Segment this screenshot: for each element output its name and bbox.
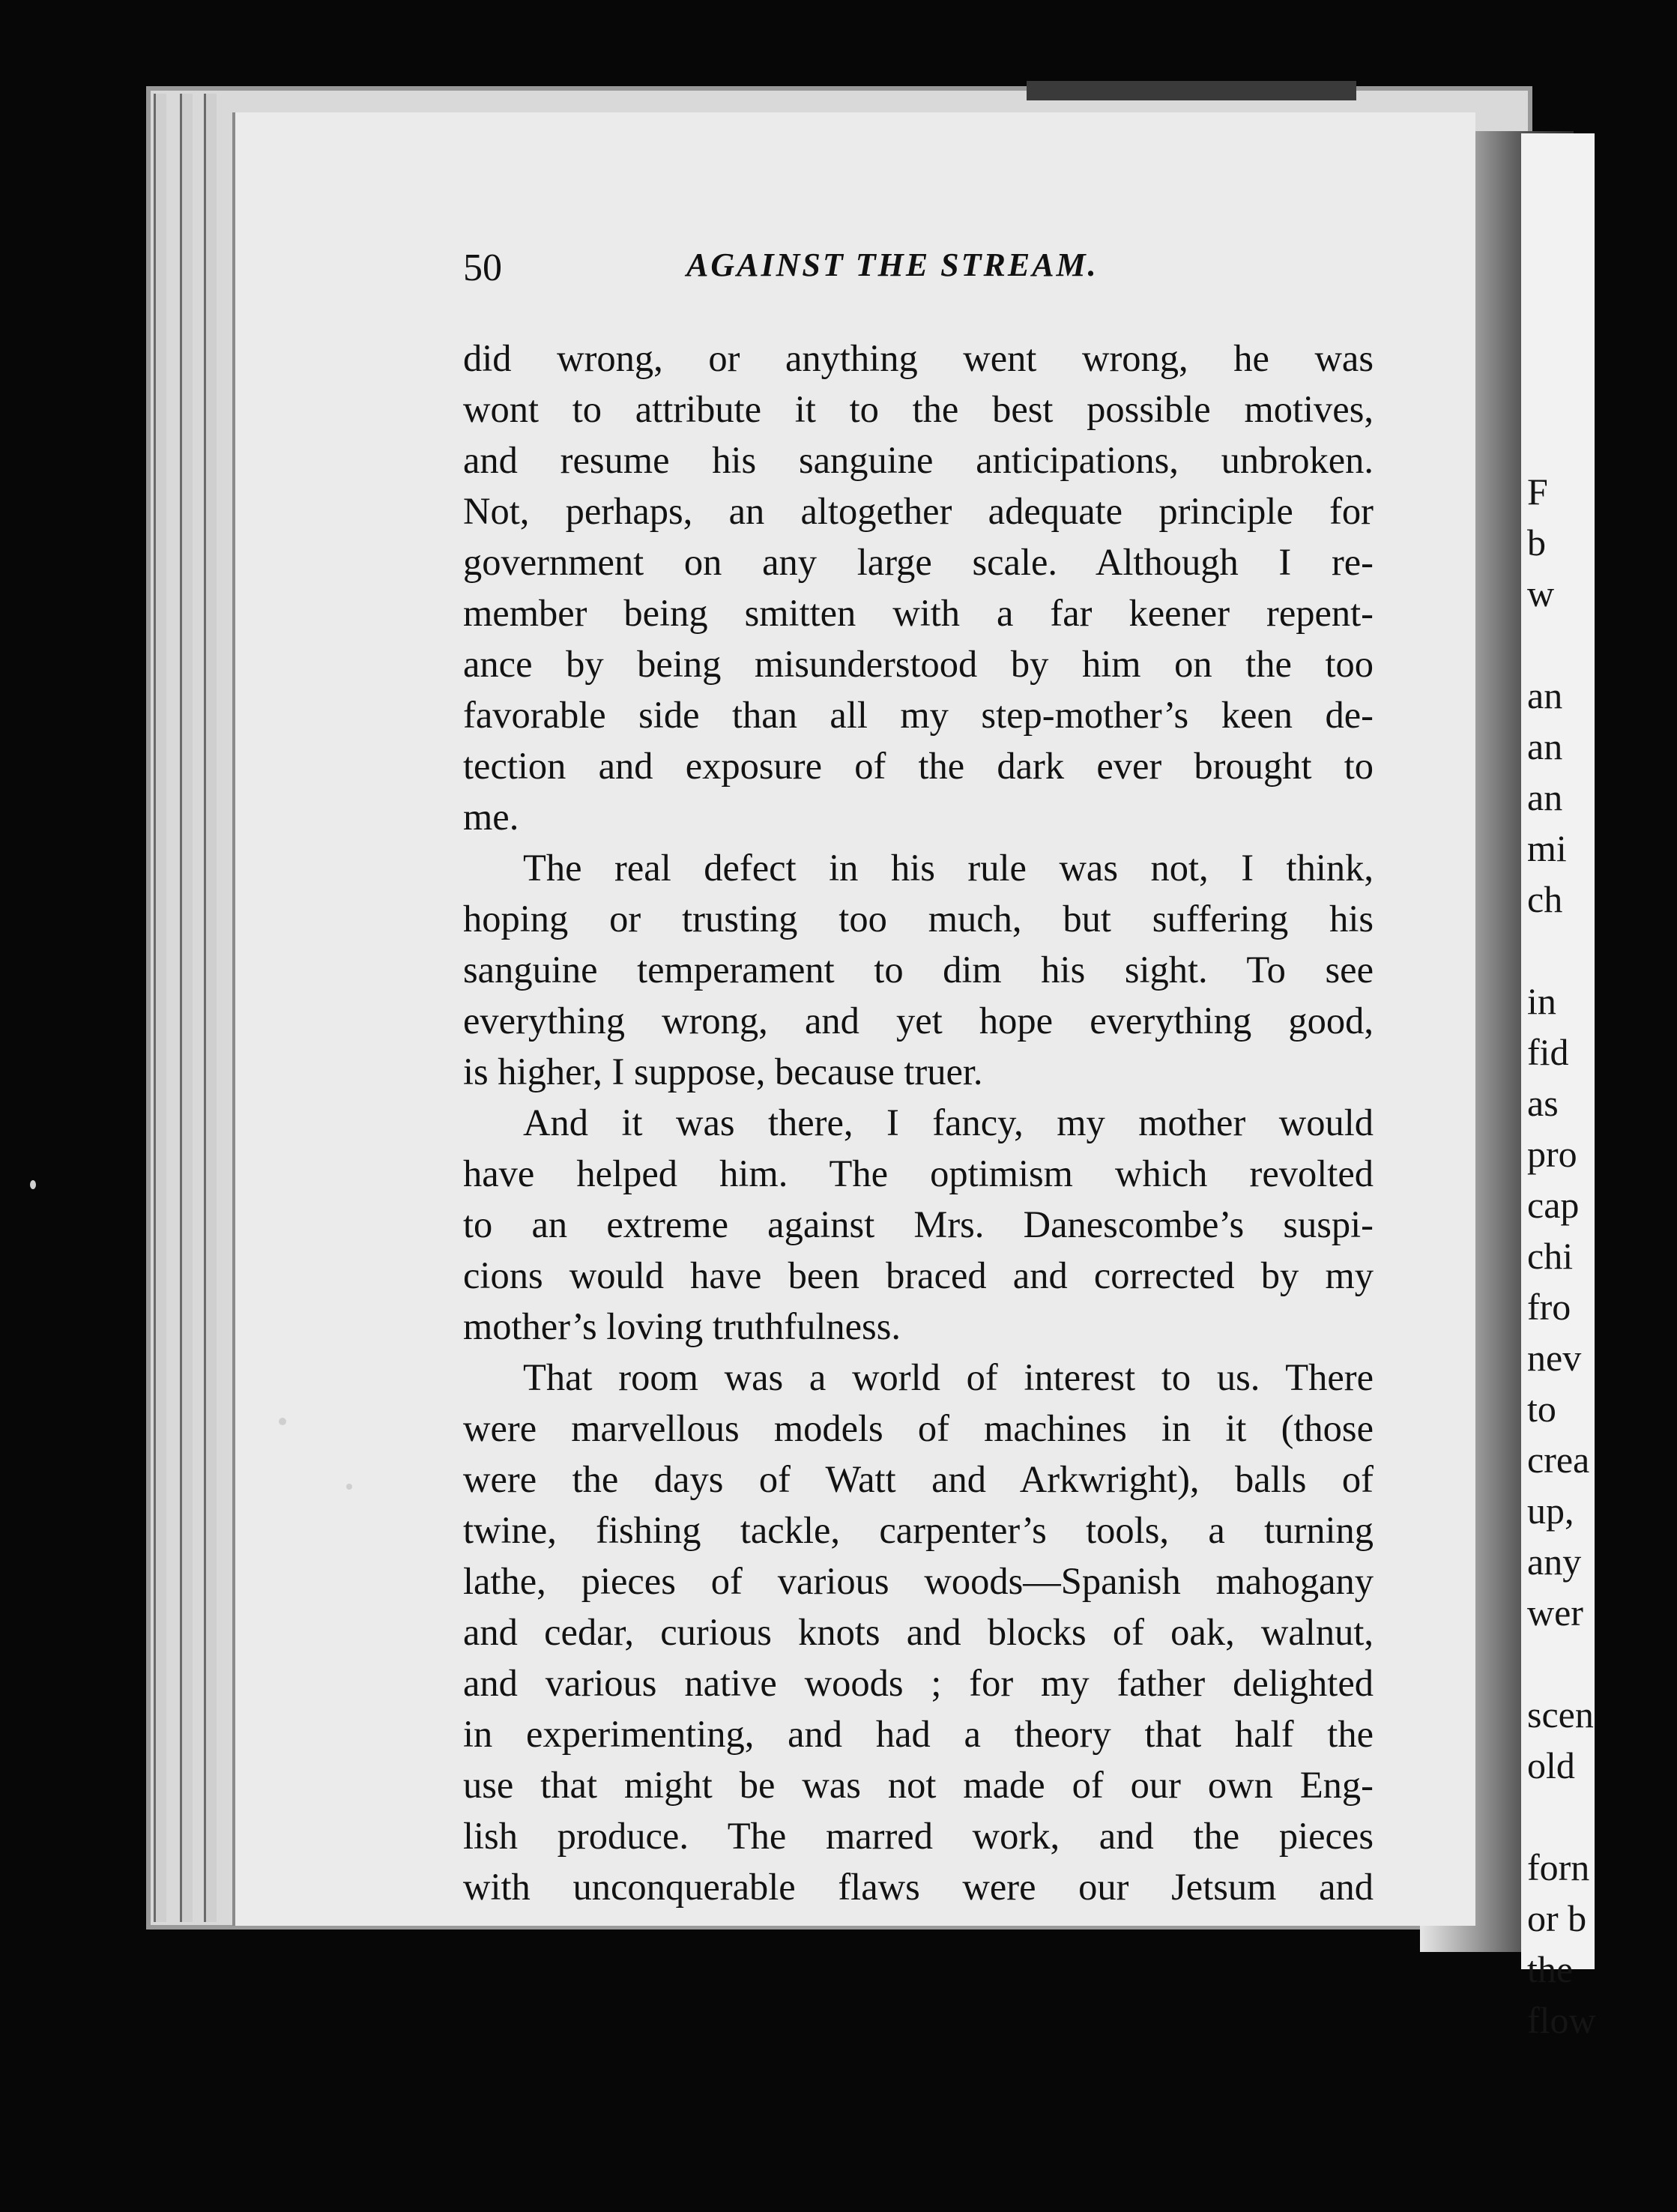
facing-page-fragment: pro (1527, 1133, 1577, 1175)
text-line: have helped him. The optimism which revolted (463, 1152, 1374, 1194)
page-number: 50 (463, 247, 502, 289)
text-line: twine, fishing tackle, carpenter’s tools, a turning (463, 1509, 1374, 1551)
facing-page (1521, 133, 1596, 2041)
text-line: and cedar, curious knots and blocks of oak, walnut, (463, 1611, 1374, 1653)
facing-page-fragment (1527, 619, 1677, 670)
text-line: with unconquerable flaws were our Jetsum and (463, 1866, 1374, 1908)
facing-page-fragment: b (1527, 522, 1546, 563)
binding-shadow-top (1027, 81, 1356, 100)
speck (279, 1418, 286, 1425)
body-text (463, 333, 1374, 1912)
page-edge (180, 94, 193, 1922)
page-edge (154, 94, 166, 1922)
facing-page-fragment: an (1527, 725, 1563, 767)
text-line: favorable side than all my step-mother’s keen de- (463, 694, 1374, 736)
text-line: hoping or trusting too much, but suffering his (463, 898, 1374, 940)
page-edge (204, 94, 217, 1922)
text-line: lathe, pieces of various woods—Spanish mahogany (463, 1560, 1374, 1602)
facing-page-text (1527, 466, 1677, 2046)
text-line: in experimenting, and had a theory that half the (463, 1713, 1374, 1755)
text-line: and resume his sanguine anticipations, unbroken. (463, 439, 1374, 481)
facing-page-fragment (1527, 1791, 1677, 1842)
text-line: cions would have been braced and corrected by my (463, 1254, 1374, 1296)
text-line: me. (463, 796, 519, 838)
speck (30, 1180, 36, 1189)
text-line: member being smitten with a far keener repent- (463, 592, 1374, 634)
text-line: did wrong, or anything went wrong, he was (463, 337, 1374, 379)
facing-page-fragment: crea (1527, 1439, 1590, 1481)
text-line: is higher, I suppose, because truer. (463, 1051, 983, 1093)
speck (346, 1484, 352, 1490)
facing-page-fragment: up, (1527, 1490, 1574, 1532)
facing-page-fragment: scen (1527, 1693, 1594, 1735)
facing-page-fragment: mi (1527, 827, 1567, 869)
facing-page-fragment: or b (1527, 1897, 1587, 1939)
text-line: were marvellous models of machines in it (those (463, 1407, 1374, 1449)
text-line: Not, perhaps, an altogether adequate principle for (463, 490, 1374, 532)
facing-page-fragment: as (1527, 1082, 1559, 1124)
facing-page-fragment: F (1527, 471, 1548, 513)
facing-page-fragment: in (1527, 980, 1556, 1022)
facing-page-fragment: forn (1527, 1846, 1590, 1888)
text-line: government on any large scale. Although I re- (463, 541, 1374, 583)
text-line: everything wrong, and yet hope everything good, (463, 1000, 1374, 1042)
facing-page-fragment: w (1527, 572, 1555, 614)
facing-page-fragment: to (1527, 1388, 1556, 1430)
text-line: to an extreme against Mrs. Danescombe’s suspi- (463, 1203, 1374, 1245)
facing-page-fragment: an (1527, 674, 1563, 716)
facing-page-fragment: ch (1527, 878, 1563, 920)
page-header (463, 246, 1400, 298)
facing-page-fragment: fro (1527, 1286, 1571, 1328)
facing-page-fragment: wer (1527, 1592, 1583, 1634)
text-line: mother’s loving truthfulness. (463, 1305, 901, 1347)
text-line: wont to attribute it to the best possible motives, (463, 388, 1374, 430)
text-line: And it was there, I fancy, my mother would (523, 1102, 1374, 1143)
facing-page-fragment: fid (1527, 1031, 1569, 1073)
facing-page-fragment: chi (1527, 1235, 1574, 1277)
running-title: AGAINST THE STREAM. (686, 247, 1099, 283)
facing-page-fragment: nev (1527, 1337, 1582, 1379)
facing-page-fragment: old (1527, 1744, 1575, 1786)
text-line: ance by being misunderstood by him on the too (463, 643, 1374, 685)
facing-page-fragment: an (1527, 776, 1563, 818)
text-line: and various native woods ; for my father delighted (463, 1662, 1374, 1704)
text-line: tection and exposure of the dark ever brought to (463, 745, 1374, 787)
text-line: were the days of Watt and Arkwright), balls of (463, 1458, 1374, 1500)
text-line: That room was a world of interest to us. There (523, 1356, 1374, 1398)
facing-page-fragment (1527, 925, 1677, 976)
text-line: The real defect in his rule was not, I think, (523, 847, 1374, 889)
facing-page-fragment: any (1527, 1541, 1582, 1583)
text-line: sanguine temperament to dim his sight. To see (463, 949, 1374, 991)
facing-page-fragment: flow (1527, 1999, 1596, 2041)
text-line: lish produce. The marred work, and the pieces (463, 1815, 1374, 1857)
text-line: use that might be was not made of our own Eng- (463, 1764, 1374, 1806)
facing-page-fragment: the (1527, 1948, 1574, 1990)
facing-page-fragment: cap (1527, 1184, 1580, 1226)
facing-page-fragment (1527, 1638, 1677, 1689)
